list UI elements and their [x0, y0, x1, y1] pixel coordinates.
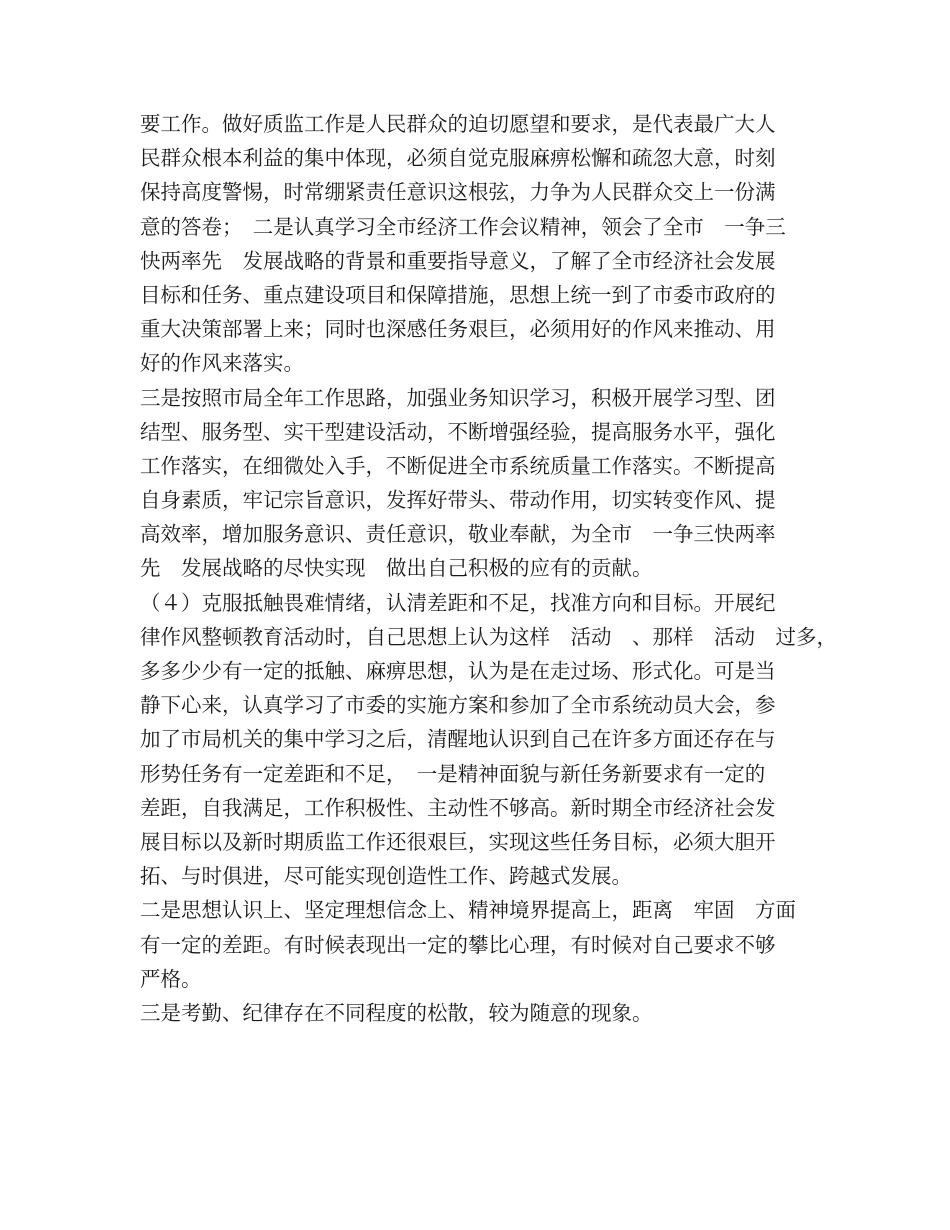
- text-line: 要工作。做好质监工作是人民群众的迫切愿望和要求，是代表最广大人: [140, 112, 776, 136]
- text-line: 严格。: [140, 966, 202, 991]
- text-line: 律作风整顿教育活动时，自己思想上认为这样 活动 、那样 活动 过多，: [140, 624, 837, 649]
- text-line: 有一定的差距。有时候表现出一定的攀比心理，有时候对自己要求不够: [140, 932, 776, 957]
- text-line: 先 发展战略的尽快实现 做出自己积极的应有的贡献。: [140, 556, 653, 581]
- text-line: 加了市局机关的集中学习之后，清醒地认识到自己在许多方面还存在与: [140, 727, 776, 752]
- text-line: （４）克服抵触畏难情绪，认清差距和不足，找准方向和目标。开展纪: [140, 590, 776, 615]
- text-line: 意的答卷； 二是认真学习全市经济工作会议精神，领会了全市 一争三: [140, 214, 786, 239]
- text-line: 二是思想认识上、坚定理想信念上、精神境界提高上，距离 牢固 方面: [140, 898, 796, 923]
- text-line: 重大决策部署上来；同时也深感任务艰巨，必须用好的作风来推动、用: [140, 317, 776, 342]
- text-line: 目标和任务、重点建设项目和保障措施，思想上统一到了市委市政府的: [140, 282, 776, 307]
- text-line: 多多少少有一定的抵触、麻痹思想，认为是在走过场、形式化。可是当: [140, 659, 776, 683]
- text-line: 三是考勤、纪律存在不同程度的松散，较为随意的现象。: [140, 1000, 653, 1025]
- text-line: 三是按照市局全年工作思路，加强业务知识学习，积极开展学习型、团: [140, 385, 776, 410]
- text-line: 结型、服务型、实干型建设活动，不断增强经验，提高服务水平，强化: [140, 419, 776, 444]
- text-line: 静下心来，认真学习了市委的实施方案和参加了全市系统动员大会，参: [140, 693, 776, 718]
- text-line: 保持高度警惕，时常绷紧责任意识这根弦，力争为人民群众交上一份满: [140, 180, 776, 205]
- text-line: 自身素质，牢记宗旨意识，发挥好带头、带动作用，切实转变作风、提: [140, 488, 776, 513]
- text-line: 工作落实，在细微处入手，不断促进全市系统质量工作落实。不断提高: [140, 453, 776, 478]
- body-text: [140, 107, 837, 1030]
- text-line: 好的作风来落实。: [140, 351, 304, 376]
- text-line: 民群众根本利益的集中体现，必须自觉克服麻痹松懈和疏忽大意，时刻: [140, 146, 776, 171]
- text-line: 形势任务有一定差距和不足， 一是精神面貌与新任务新要求有一定的: [140, 761, 766, 786]
- text-line: 快两率先 发展战略的背景和重要指导意义，了解了全市经济社会发展: [140, 248, 776, 273]
- text-line: 差距，自我满足，工作积极性、主动性不够高。新时期全市经济社会发: [140, 795, 776, 820]
- text-line: 高效率，增加服务意识、责任意识，敬业奉献，为全市 一争三快两率: [140, 522, 776, 547]
- text-line: 拓、与时俱进，尽可能实现创造性工作、跨越式发展。: [140, 864, 632, 889]
- text-line: 展目标以及新时期质监工作还很艰巨，实现这些任务目标，必须大胆开: [140, 829, 776, 854]
